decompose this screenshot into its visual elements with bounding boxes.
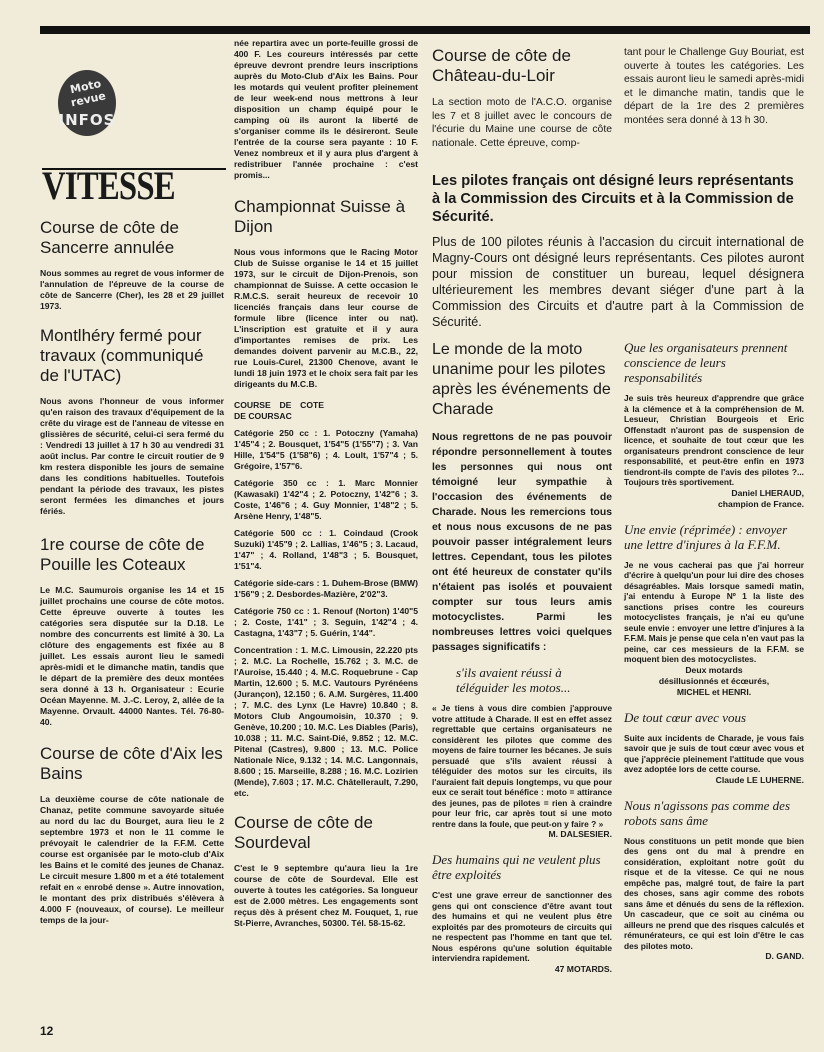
chateau-article [432, 46, 612, 150]
result-entry: Catégorie 250 cc : 1. Potoczny (Yamaha) 1'45"4 ; 2. Bousquet, 1'54"5 (1'55"7) ; 3. Van Hille, 1'54"5 (1'58"6) ; 4. Loult, 1'57"4 ; 5. Grégoire, 1'57"6. [234, 428, 418, 471]
article-body: C'est le 9 septembre qu'aura lieu la 1re course de côte de Sourdeval. Elle est ouverte à toutes les catégories. Sa longueur est de 2.000 mètres. Les engagements sont reçus dès à présent chez M. Fouquet, 1, rue St-Pierre, Avranches, 50300. Tél. 58-15-62. [234, 863, 418, 928]
section-title: VITESSE [42, 163, 175, 208]
quote-body: Je suis très heureux d'apprendre que grâce à la clémence et à la compréhension de M. Lesueur, Christian Bourgeois et Eric Offenstadt n'auront pas de suspension de licence, et souhaite de tout cœur que les organisateurs prendront conscience de leur responsabilité, et peut-être enfin en 1973 tiendront-ils compte de l'avis des pilotes ?... Toujours très sportivement. [624, 393, 804, 487]
quote-signature: MICHEL et HENRI. [676, 686, 752, 697]
result-entry: Catégorie 350 cc : 1. Marc Monnier (Kawasaki) 1'42"4 ; 2. Potoczny, 1'42"6 ; 3. Coste, 1'46"6 ; 4. Guy Monnier, 1'48"2 ; 5. Arsène Henry, 1'48"5. [234, 478, 418, 521]
quote-signature: Deux motards [685, 664, 743, 675]
article-continuation: née repartira avec un porte-feuille grossi de 400 F. Les coureurs intéressés par cette épreuve devront prendre leurs inscriptions auprès du Moto-Club d'Aix les Bains. Pour les motards qui veulent profiter pleinement de leur week-end nous mettrons à leur disposition un champ équipé pour le camping où ils auront la liberté de s'organiser comme ils le désireront. Seule l'entrée de la course sera payante : 10 F. Venez nombreux et il y aura plus d'argent à redistribuer l'année prochaine : c'est promis... [234, 38, 418, 180]
quote-signature: Daniel LHERAUD, [731, 487, 804, 498]
result-entry: Catégorie 750 cc : 1. Renouf (Norton) 1'40"5 ; 2. Coste, 1'41" ; 3. Seguin, 1'42"4 ; 4. Castagna, 1'43"7 ; 5. Guérin, 1'44". [234, 606, 418, 638]
result-entry: Catégorie side-cars : 1. Duhem-Brose (BMW) 1'56"9 ; 2. Desbordes-Mazière, 2'02"3. [234, 578, 418, 599]
article-title: Le monde de la moto unanime pour les pilotes après les événements de Charade [432, 341, 611, 418]
top-rule [40, 26, 810, 34]
article-title: Championnat Suisse à Dijon [234, 197, 406, 236]
article-body: Nous regrettons de ne pas pouvoir répondre personnellement à toutes les personnes qui nous ont témoigné leur sympathie à l'occasion des événements de Charade. Nous les remercions tous et nous nous excusons de ne pas pouvoir passer intégralement leurs lettres. Cependant, tous les pilotes ont été heureux de constater qu'ils n'étaient pas isolés et pouvaient compter sur tous leurs amis motocyclistes. Parmi les nombreuses lettres voici quelques passages significatifs : [432, 432, 612, 653]
article-body: Le M.C. Saumurois organise les 14 et 15 juillet prochains une course de côte motos. Cette épreuve ouverte à toutes les catégories sera disputée sur la D.18. Le nombre des concurrents est limité à 30. La clôture des engagements est fixée au 8 juillet. Les essais auront lieu le samedi après-midi et le dimanche matin, tandis que le départ de la première des deux montées sera donné à 13 h. Organisateur : Ecurie Océan Mayenne. M. J.-C. Leroy, 2, allée de la Mayenne. Orvault. 44000 Nantes. Tél. 76-80-40. [40, 585, 224, 727]
page-number: 12 [40, 1024, 54, 1038]
quote-signature: désillusionnés et écœurés, [658, 675, 770, 686]
article-body: La deuxième course de côte nationale de Chanaz, petite commune savoyarde située au nord du lac du Bourget, aura lieu le 2 septembre 1973 et non le 11 comme le prévoyait le calendrier de la F.F.M. Cette course est organisée par le moto-club d'Aix les Bains et le comité des jeunes de Chanaz. Le circuit mesure 1.800 m et a été totalement refait en « enrobé dense ». Autre innovation, le montant des prix distribués s'élèvera à 4.000 F (nouveaux, of course). Le meilleur temps de la jour- [40, 794, 224, 925]
quote-title: Nous n'agissons pas comme des robots sans âme [624, 797, 791, 828]
result-entry: Concentration : 1. M.C. Limousin, 22.220 pts ; 2. M.C. La Rochelle, 15.762 ; 3. M.C. de l'Auroise, 15.440 ; 4. M.C. Roquebrune - Cap Martin, 12.600 ; 5. M.C. Vautours Pyrénéens (Jurançon), 12.150 ; 6. A.M. Surgères, 11.400 ; 7. M.C. des Lynx (Le Havre) 10.840 ; 8. Motors Club Angoumoisin, 10.370 ; 9. Genève, 10.200 ; 10. M.C. Les Diables (Paris), 10.038 ; 11. M.C. Saint-Dié, 9.852 ; 12. M.C. Pitenal (Castres), 9.800 ; 13. M.C. Police Nationale Nice, 9.132 ; 14. M.C. Langonnais, 8.600 ; 15. Marseille, 8.288 ; 16. M.C. Lozirien (Mende), 7.603 ; 17. M.C. Châtellerault, 7.290, etc. [234, 645, 418, 798]
quote-title: Une envie (réprimée) : envoyer une lettre d'injures à la F.F.M. [624, 521, 788, 552]
quote-body: « Je tiens à vous dire combien j'approuve votre attitude à Charade. Il est en effet assez regrettable que certains organisateurs ne considèrent les pilotes que comme des moyens de faire tourner les bécanes. Je suis persuadé que s'ils avaient réussi à téléguider des motos sur les circuits, ils l'auraient fait depuis longtemps, vu que pour eux ce serait tout bénéfice : moto = attirance des jeunes, pas de pilotes = rien à craindre pour leur fric, car après tout si une moto rentre dans la foule, que peut-on y faire ? » [432, 703, 612, 829]
article-body: Nous avons l'honneur de vous informer qu'en raison des travaux d'équipement de la crête du virage est de l'anneau de vitesse en glissières de sécurité, celui-ci sera fermé du : Vendredi 13 juillet à 17 h 30 au vendredi 31 août inclus. Par contre le circuit routier de 9 km restera disponible les jours de semaine dans les conditions habituelles. Toutefois pendant la période des travaux, les pistes seront fermées les dimanches et jours fériés. [40, 396, 224, 516]
article-body: Nous vous informons que le Racing Motor Club de Suisse organise le 14 et 15 juillet 1973, sur le circuit de Dijon-Prenois, son championnat de Suisse. A cette occasion le R.M.C.S. serait heureux de recevoir 10 licenciés français dans leur course de formule libre (licence inter ou nat). L'inscription est gratuite et il y aura d'importantes remises de prix. Les demandes doivent parvenir au M.C.B., 22, rue Louis-Curel, 21300 Chenove, avant le lundi 18 juin 1973 et le choix sera fait par les dirigeants du M.C.B. [234, 247, 418, 389]
quote-body: C'est une grave erreur de sanctionner des gens qui ont conscience d'être avant tout des humains et qui ne veulent plus être exploités par des promoteurs de circuits qui ne respectent pas l'homme en tant que tel. Nous espérons qu'une solution équitable interviendra rapidement. [432, 890, 612, 963]
quote-signature: D. GAND. [765, 951, 804, 961]
pilotes-headline: Les pilotes français ont désigné leurs représentants à la Commission des Circuits et à la Commission de Sécurité. [432, 173, 794, 225]
article-title: Course de côte de Sancerre annulée [40, 218, 179, 257]
quote-title: Des humains qui ne veulent plus être exploités [432, 852, 601, 882]
article-title: 1re course de côte de Pouille les Coteaux [40, 535, 205, 574]
moto-revue-infos-logo [58, 70, 116, 136]
logo-line2: INFOS [58, 111, 116, 129]
pilotes-body: Plus de 100 pilotes réunis à l'accasion du circuit international de Magny-Cours ont désigné leurs représentants. Ces pilotes auront pour mission de constituer un bureau, lequel désignera ultérieurement les membres devant siéger d'une part à la Commission des Circuits et d'autre part à la Commission de Sécurité. [432, 235, 804, 329]
article-body: tant pour le Challenge Guy Bouriat, est ouverte à toutes les catégories. Les essais auront lieu le samedi après-midi et le dimanche matin, tandis que le départ de la 1re des 2 premières montées sera donné à 13 h 30. [624, 47, 804, 126]
article-title: Course de côte de Château-du-Loir [432, 46, 571, 85]
results-title: COURSE DE COTE DE COURSAC [234, 400, 324, 421]
quote-body: Je ne vous cacherai pas que j'ai horreur d'écrire à quelqu'un pour lui dire des choses désagréables. Mais lorsque samedi matin, j'ai entendu à Europe Nº 1 la liste des sanctions prises contre les coureurs motocyclistes français, je n'ai eu qu'une seule envie : envoyer une lettre d'injures à la F.F.M. Mais je pense que cela n'en vaut pas la peine, car ces messieurs de la F.F.M. se moquent bien des motocyclistes. [624, 559, 804, 664]
article-title: Montlhéry fermé pour travaux (communiqué de l'UTAC) [40, 326, 204, 385]
quote-body: Nous constituons un petit monde que bien des gens ont du mal à prendre en considération, exploitant notre goût du risque et de la vitesse. Ce qui ne nous empêche pas, malgré tout, de faire la part des choses, sans agir comme des robots sans âme et dénués du sens de la réflexion. Un cascadeur, que ce soit au cinéma ou ailleurs ne prend que des risques calculés et rémunérateurs, ce qui est loin d'être le cas des pilotes moto. [624, 835, 804, 951]
logo-line1: Moto revue [68, 77, 107, 110]
results-list [234, 428, 418, 799]
quote-signature: 47 MOTARDS. [554, 963, 612, 974]
quote-title: s'ils avaient réussi à téléguider les motos... [456, 665, 571, 695]
quote-body: Suite aux incidents de Charade, je vous fais savoir que je suis de tout cœur avec vous et que j'apprécie pleinement l'attitude que vous avez adoptée lors de cette course. [624, 732, 804, 774]
quote-signature: champion de France. [718, 498, 804, 509]
article-title: Course de côte de Sourdeval [234, 813, 373, 852]
article-body: Nous sommes au regret de vous informer de l'annulation de l'épreuve de la course de côte de Sancerre (Cher), les 28 et 29 juillet 1973. [40, 268, 224, 311]
article-title: Course de côte d'Aix les Bains [40, 744, 223, 783]
quote-title: De tout cœur avec vous [624, 709, 747, 725]
quote-signature: Claude LE LUHERNE. [715, 774, 804, 785]
result-entry: Catégorie 500 cc : 1. Coindaud (Crook Suzuki) 1'45"9 ; 2. Lallias, 1'46"5 ; 3. Lacaud, 1'47" ; 4. Rolland, 1'48"3 ; 5. Bousquet, 1'51"4. [234, 528, 418, 571]
column-4 [624, 340, 804, 962]
column-1 [40, 218, 224, 926]
column-2 [234, 38, 418, 929]
charade-article [432, 340, 612, 975]
quote-signature: M. DALSESIER. [548, 829, 612, 839]
chateau-article-cont [624, 46, 804, 127]
article-body: La section moto de l'A.C.O. organise les 7 et 8 juillet avec le concours de l'écurie du Maine une course de côte nationale. Cette épreuve, comp- [432, 97, 612, 149]
quote-title: Que les organisateurs prennent conscience de leurs responsabilités [624, 340, 788, 385]
